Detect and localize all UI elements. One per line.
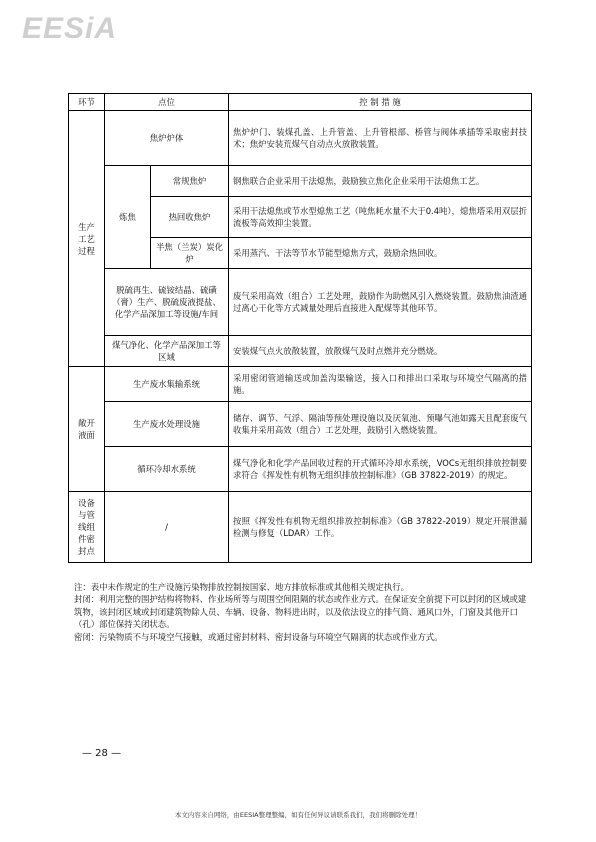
table-header-row — [69, 94, 532, 111]
measure-semi-coke-furnace: 采用蒸汽、干法等节水节能型熄焦方式，鼓励余热回收。 — [229, 238, 532, 269]
stage-production: 生产 工艺 过程 — [69, 111, 105, 367]
page-number: — 28 — — [82, 748, 122, 759]
point-semi-coke-furnace: 半焦（兰炭）炭化炉 — [151, 238, 229, 269]
point-wastewater-treatment: 生产废水处理设施 — [105, 402, 229, 447]
point-desulfurization: 脱硫再生、硫铵结晶、硫磺（膏）生产、脱硫废液提盐、化学产品深加工等设施/车间 — [105, 269, 229, 336]
note-enclosed: 封闭：利用完整的围护结构将物料、作业场所等与周围空间阻隔的状态或作业方式。在保证安全前提下可以封闭的区域或建筑物，该封闭区域或封闭建筑物除人员、车辆、设备、物料进出时，以及依法设立的排气筒、通风口外，门窗及其他开口（孔）部位保持关闭状态。 — [74, 594, 527, 630]
measure-conventional-oven: 钢焦联合企业采用干法熄焦，鼓励独立焦化企业采用干法熄焦工艺。 — [229, 166, 532, 197]
table-notes — [74, 581, 530, 643]
measure-wastewater-treatment: 储存、调节、气浮、隔油等预处理设施以及厌氧池、预曝气池如露天且配套废气收集并采用高效（组合）工艺处理，鼓励引入燃烧装置。 — [229, 402, 532, 447]
measure-wastewater-collection: 采用密闭管道输送或加盖沟渠输送，接入口和排出口采取与环境空气隔离的措施。 — [229, 367, 532, 402]
measure-desulfurization: 废气采用高效（组合）工艺处理，鼓励作为助燃风引入燃烧装置。鼓励焦油渣通过离心干化等方式减量处理后直接进入配煤等其他环节。 — [229, 269, 532, 336]
logo-watermark: EESiA — [22, 12, 118, 45]
measure-equipment-seals: 按照《挥发性有机物无组织排放控制标准》（GB 37822-2019）规定开展泄漏检测与修复（LDAR）工作。 — [229, 492, 532, 563]
measure-gas-purification: 安装煤气点火放散装置，放散煤气及时点燃并充分燃烧。 — [229, 336, 532, 367]
table-row — [69, 402, 532, 447]
point-coke-oven-body: 焦炉炉体 — [105, 111, 229, 166]
table-row — [69, 111, 532, 166]
header-point: 点位 — [105, 94, 229, 111]
footer-disclaimer: 本文内容来自网络，由EESIA整理整编，如有任何异议请联系我们，我们将删除处理！ — [174, 811, 422, 819]
table-row — [69, 269, 532, 336]
table-row — [69, 166, 532, 197]
note-sealed: 密闭：污染物质不与环境空气接触，或通过密封材料、密封设备与环境空气隔离的状态或作业方式。 — [74, 631, 443, 642]
header-stage: 环节 — [69, 94, 105, 111]
measure-coke-oven-body: 焦炉炉门、装煤孔盖、上升管盖、上升管根部、桥管与阀体承插等采取密封技术；焦炉安装荒煤气自动点火放散装置。 — [229, 111, 532, 166]
note-general: 注：表中未作规定的生产设施污染物排放控制按国家、地方排放标准或其他相关规定执行。 — [74, 582, 409, 592]
header-measures: 控 制 措 施 — [229, 94, 532, 111]
sub-stage-coking: 炼焦 — [105, 166, 151, 269]
stage-equipment-seals: 设备 与管 线组 件密 封点 — [69, 492, 105, 563]
table-row — [69, 492, 532, 563]
control-measures-table — [68, 93, 532, 563]
point-gas-purification: 煤气净化、化学产品深加工等区域 — [105, 336, 229, 367]
point-heat-recovery-oven: 热回收焦炉 — [151, 197, 229, 238]
stage-open-liquid: 敞开 液面 — [69, 367, 105, 492]
point-equipment-seals: / — [105, 492, 229, 563]
measure-cooling-water: 煤气净化和化学产品回收过程的开式循环冷却水系统，VOCs无组织排放控制要求符合《挥发性有机物无组织排放控制标准》（GB 37822-2019）的规定。 — [229, 447, 532, 492]
point-cooling-water: 循环冷却水系统 — [105, 447, 229, 492]
table-row — [69, 336, 532, 367]
measure-heat-recovery-oven: 采用干法熄焦或节水型熄焦工艺（吨焦耗水量不大于0.4吨），熄焦塔采用双层折流板等高效抑尘装置。 — [229, 197, 532, 238]
table-row — [69, 447, 532, 492]
point-conventional-oven: 常规焦炉 — [151, 166, 229, 197]
point-wastewater-collection: 生产废水集输系统 — [105, 367, 229, 402]
table-row — [69, 367, 532, 402]
